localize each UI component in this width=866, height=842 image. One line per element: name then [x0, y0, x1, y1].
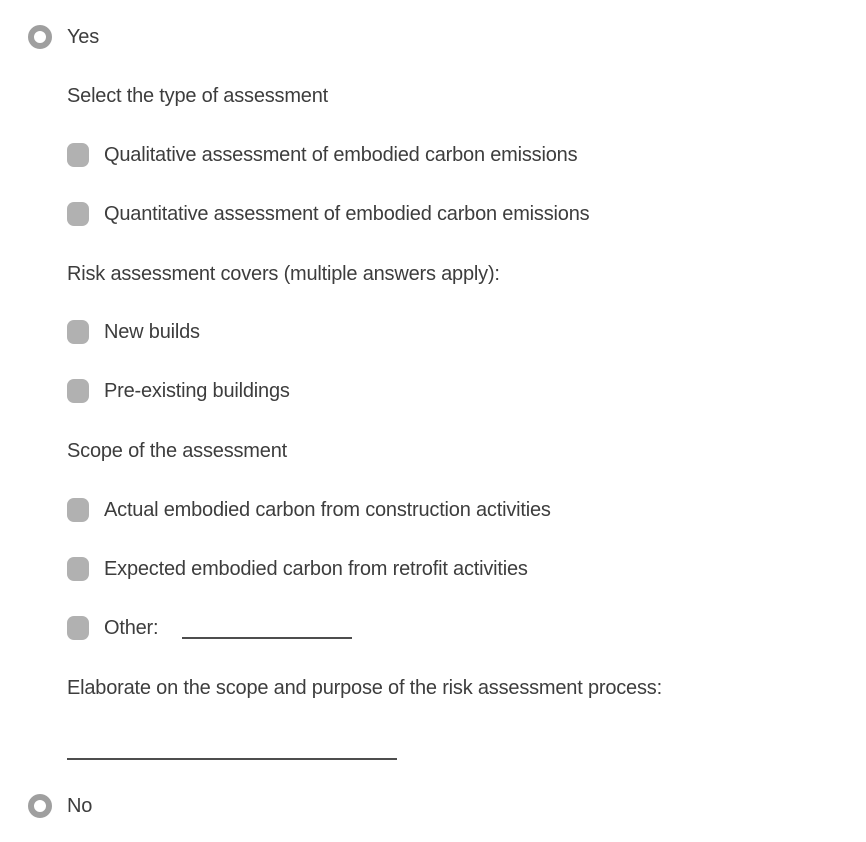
section-label-type-of-assessment [67, 84, 866, 108]
section-label-text: Risk assessment covers (multiple answers apply): [67, 262, 500, 285]
checkbox-label: Quantitative assessment of embodied carbon emissions [104, 202, 590, 225]
checkbox-unchecked-icon[interactable] [67, 143, 89, 167]
radio-option-yes-label: Yes [67, 25, 100, 48]
checkbox-unchecked-icon[interactable] [67, 320, 89, 344]
section-label-risk-assessment-covers [67, 262, 866, 286]
elaborate-answer-row [67, 757, 866, 760]
checkbox-expected-embodied-carbon[interactable] [67, 557, 866, 581]
checkbox-unchecked-icon[interactable] [67, 616, 89, 640]
checkbox-label: Expected embodied carbon from retrofit activities [104, 557, 528, 580]
checkbox-quantitative-assessment[interactable] [67, 202, 866, 226]
checkbox-unchecked-icon[interactable] [67, 498, 89, 522]
section-label-text: Scope of the assessment [67, 439, 287, 462]
checkbox-new-builds[interactable] [67, 320, 866, 344]
section-label-text: Select the type of assessment [67, 84, 329, 107]
checkbox-actual-embodied-carbon[interactable] [67, 498, 866, 522]
checkbox-label: Actual embodied carbon from construction activities [104, 498, 551, 521]
checkbox-qualitative-assessment[interactable] [67, 143, 866, 167]
checkbox-unchecked-icon[interactable] [67, 557, 89, 581]
section-label-scope-of-assessment [67, 439, 866, 463]
checkbox-unchecked-icon[interactable] [67, 379, 89, 403]
checkbox-label: Pre-existing buildings [104, 379, 290, 402]
radio-unselected-icon[interactable] [28, 25, 52, 49]
yes-followup-block [67, 84, 866, 760]
checkbox-other[interactable] [67, 616, 866, 640]
radio-option-yes[interactable] [28, 25, 866, 49]
radio-option-no-label: No [67, 794, 93, 817]
checkbox-pre-existing-buildings[interactable] [67, 379, 866, 403]
checkbox-label: Qualitative assessment of embodied carbon emissions [104, 143, 578, 166]
checkbox-unchecked-icon[interactable] [67, 202, 89, 226]
other-fill-in-blank[interactable] [182, 621, 352, 639]
section-label-elaborate [67, 676, 866, 700]
radio-unselected-icon[interactable] [28, 794, 52, 818]
checkbox-label: New builds [104, 320, 200, 343]
radio-option-no[interactable] [28, 794, 866, 818]
section-label-text: Elaborate on the scope and purpose of the risk assessment process: [67, 676, 662, 699]
elaborate-fill-in-blank[interactable] [67, 757, 397, 760]
checkbox-label: Other: [104, 616, 159, 639]
